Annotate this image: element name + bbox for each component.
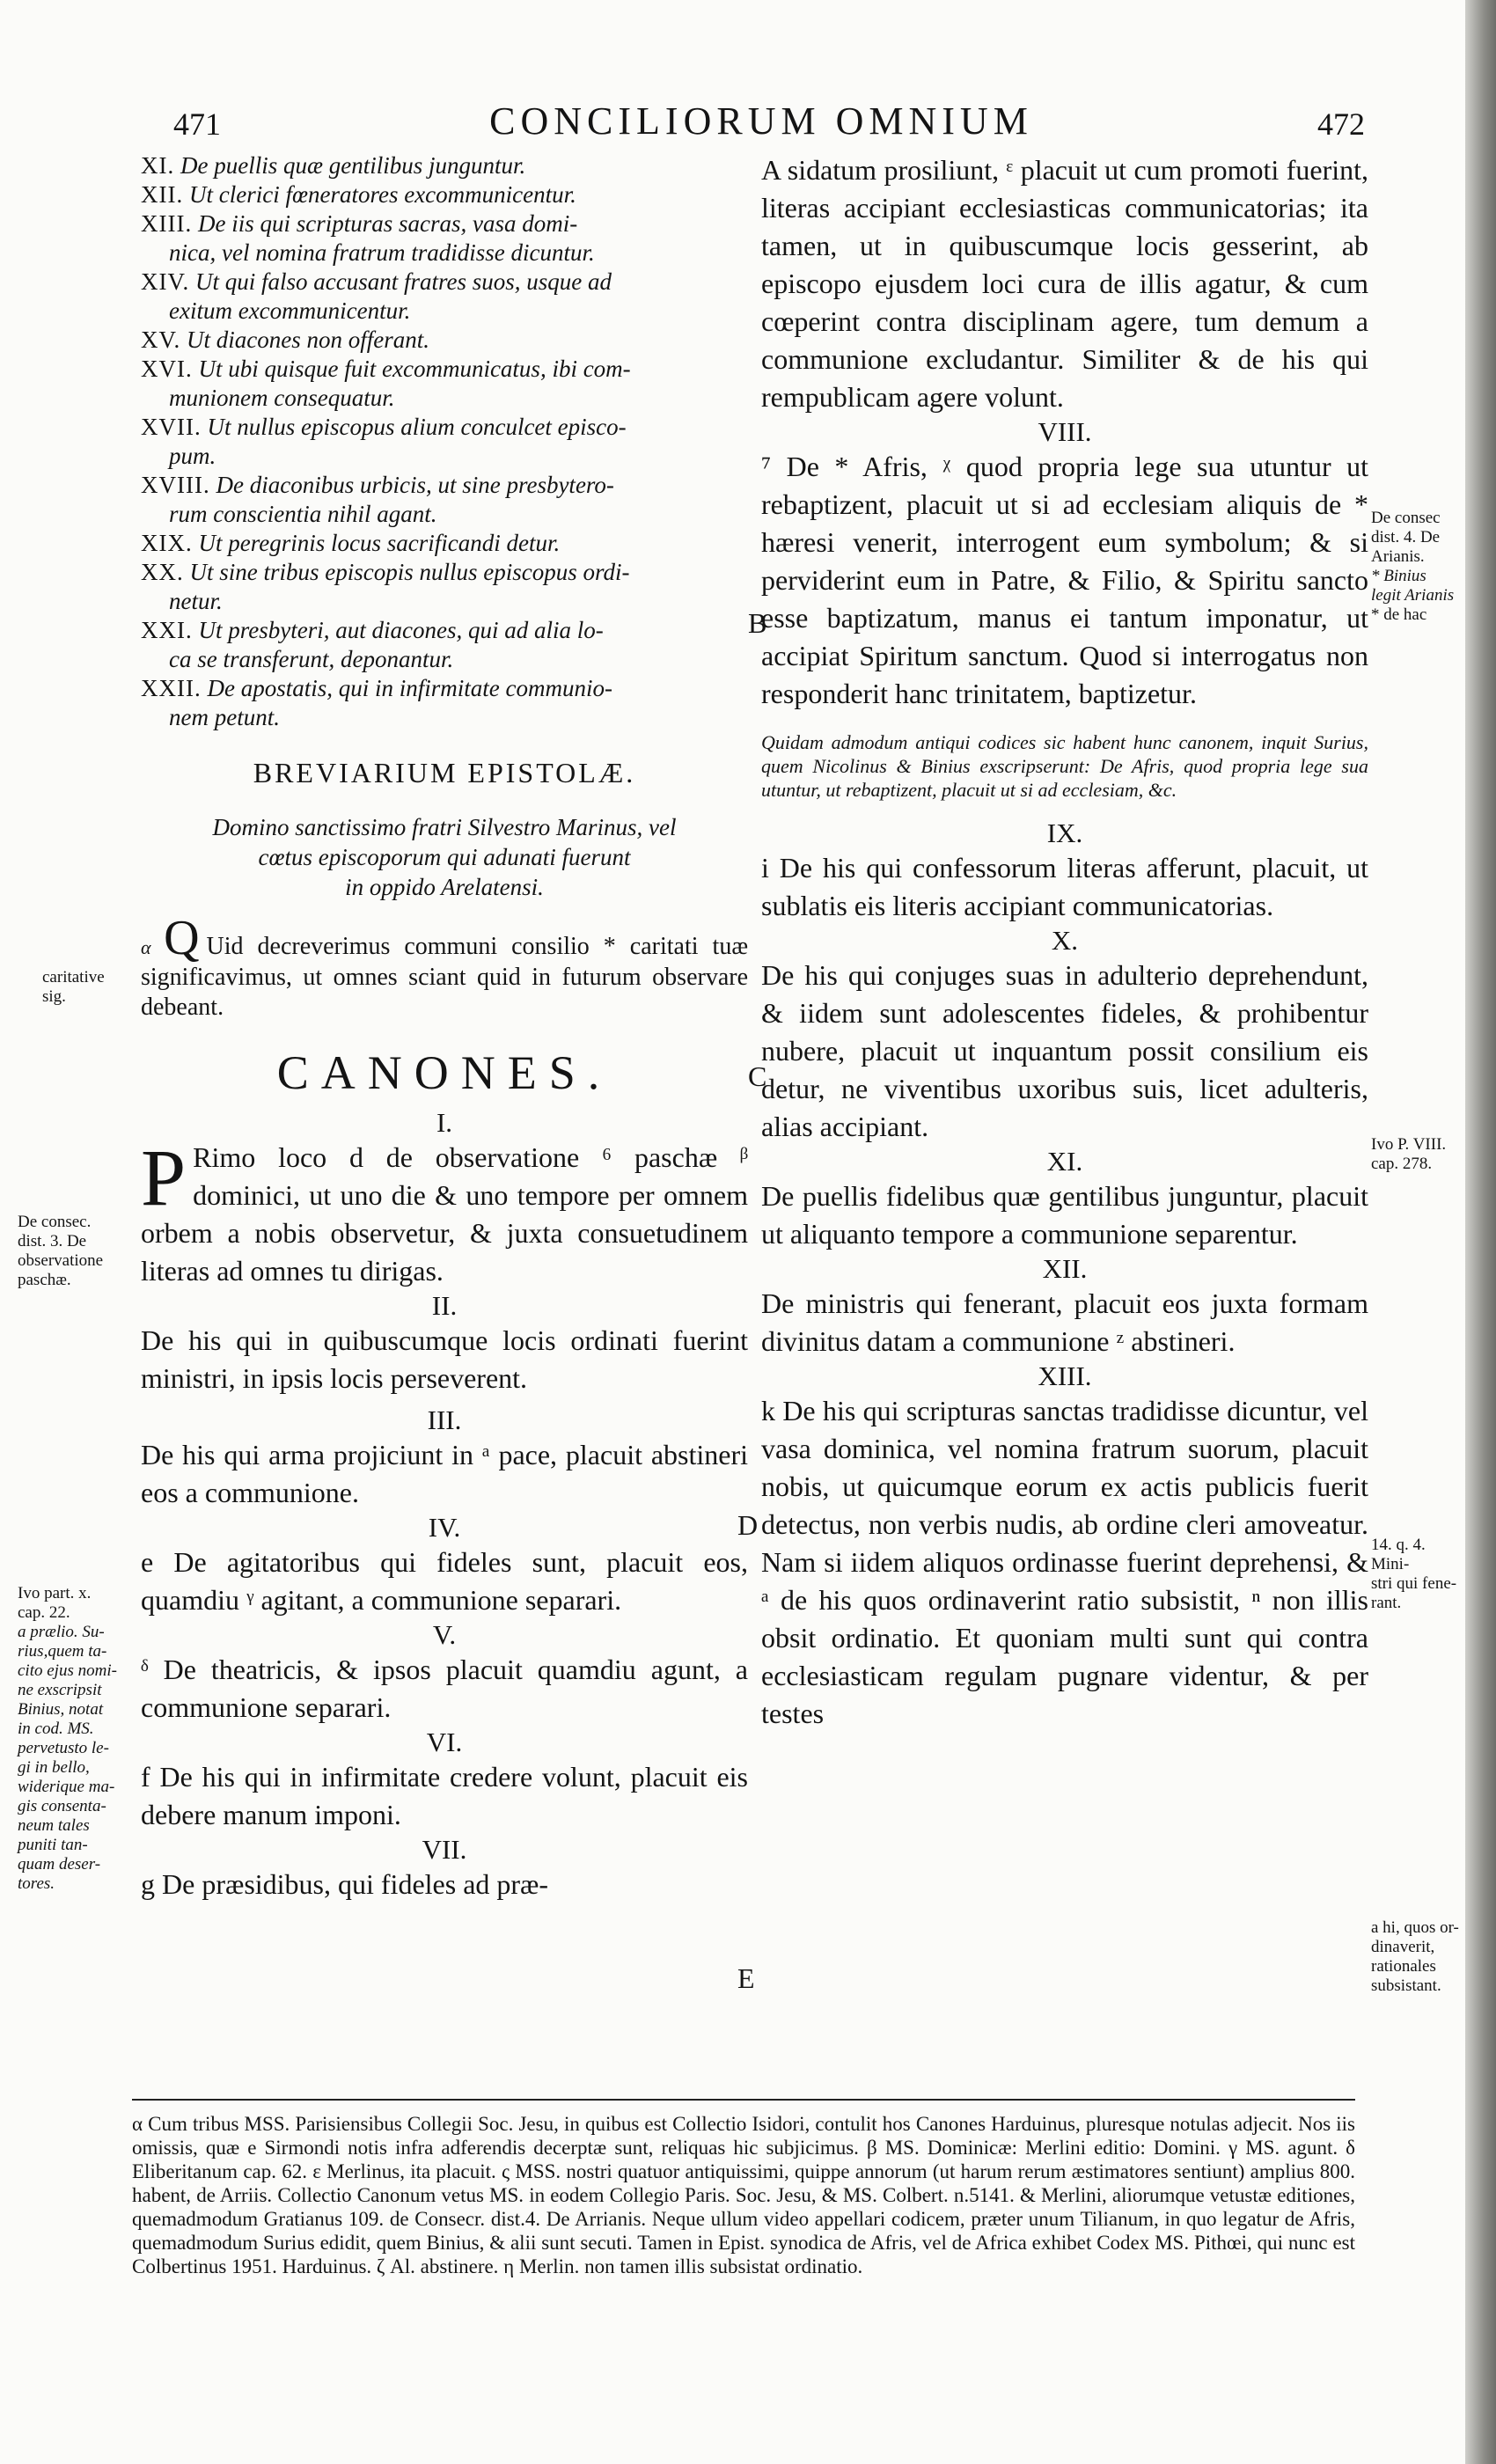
footnotes: α Cum tribus MSS. Parisiensibus Collegii Soc. Jesu, in quibus est Collectio Isidori, contulit hos Canones Harduinus, pluresque notulas adjecit. Nos iis omissis, quæ e Sirmondi notis infra adferendis decerptæ sunt, reliquas hic subjicimus. β MS. Dominicæ: Merlini editio: Domini. γ MS. agunt. δ Eliberitanum cap. 62. ε Merlinus, ita placuit. ς MSS. nostri quatuor antiquissimi, quippe annorum (ut harum rerum æstimatores sentiunt) amplius 800. habent, de Arriis. Collectio Canonum vetus MS. in eodem Collegio Paris. Soc. Jesu, & MS. Colbert. n.5141. & Merlini, aliorumque vetustæ editiones, quemadmodum Gratianus 109. de Consecr. dist.4. De Arrianis. Neque ullum video appellari codicem, præter unum Tilianum, in quo legatur de Afris, quemadmodum Surius edidit, quem Binius, & alii sunt secuti. Tamen in Epist. synodica de Afris, vel de Africa exhibet Codex MS. Pithœi, qui nunc est Colbertinus 1951. Harduinus. ζ Al. abstinere. η Merlin. non tamen illis subsistat ordinatio.	[132, 2113, 1355, 2277]
footnote-rule	[132, 2099, 1355, 2101]
canon: XI. De puellis fidelibus quæ gentilibus junguntur, placuit ut aliquanto tempore a communione separentur.	[761, 1146, 1368, 1250]
margin-note: Ivo part. x. cap. 22. a prælio. Su- rius,quem ta- cito ejus nomi- ne exscripsit Binius, notat in cod. MS. pervetusto le- gi in bello, widerique ma- gis consenta- neum tales puniti tan- quam deser- tores.	[18, 1584, 117, 1893]
toc-item: XVII. Ut nullus episcopus alium conculcet episco-	[141, 414, 627, 440]
canon: II. De his qui in quibuscumque locis ordinati fuerint ministri, in ipsis locis perseverent.	[141, 1290, 748, 1394]
canon: I. P Rimo loco d de observatione ⁶ paschæ ᵝ dominici, ut uno die & uno tempore per omnem orbem a nobis observetur, & juxta consuetudinem literas ad omnes tu dirigas.	[141, 1107, 748, 1287]
canon-note: Quidam admodum antiqui codices sic habent hunc canonem, inquit Surius, quem Nicolinus & Binius exscripserunt: De Afris, quod propria lege sua utuntur, ut rebaptizent, placuit ut si ad ecclesiam, &c.	[761, 731, 1368, 801]
toc-item-cont: exitum excommunicentur.	[169, 297, 411, 324]
toc-item: XX. Ut sine tribus episcopis nullus episcopus ordi-	[141, 559, 630, 585]
toc-item: XIII. De iis qui scripturas sacras, vasa domi-	[141, 210, 578, 237]
canon: VI. f De his qui in infirmitate credere volunt, placuit eis debere manum imponi.	[141, 1727, 748, 1830]
toc-item-cont: nem petunt.	[169, 704, 280, 730]
margin-note: De consec. dist. 3. De observatione paschæ.	[18, 1213, 104, 1289]
toc-item: XVI. Ut ubi quisque fuit excommunicatus, ibi com-	[141, 356, 631, 382]
section-letter: D	[737, 1509, 759, 1541]
left-column	[141, 151, 748, 1903]
right-column	[761, 151, 1368, 1733]
canon: IV. e De agitatoribus qui fideles sunt, placuit eos, quamdiu ᵞ agitant, a communione separari.	[141, 1512, 748, 1616]
toc-item: XXI. Ut presbyteri, aut diacones, qui ad alia lo-	[141, 617, 604, 643]
margin-note: Ivo P. VIII. cap. 278.	[1371, 1135, 1447, 1173]
margin-note: caritative sig.	[42, 968, 105, 1006]
section-letter: E	[737, 1962, 755, 1994]
canon: V. ᵟ De theatricis, & ipsos placuit quamdiu agunt, a communione separari.	[141, 1619, 748, 1723]
toc-item-cont: nica, vel nomina fratrum tradidisse dicuntur.	[169, 239, 595, 266]
canon: IX. i De his qui confessorum literas afferunt, placuit, ut sublatis eis literis accipiant communicatorias.	[761, 818, 1368, 921]
section-letter: C	[748, 1060, 767, 1092]
canon: VII. g De præsidibus, qui fideles ad præ-	[141, 1834, 549, 1900]
canon: XIII. k De his qui scripturas sanctas tradidisse dicuntur, vel vasa dominica, vel nomina fratrum suorum, placuit nobis, ut quicumque eorum ex actis publicis fuerit detectus, non verbis nudis, ab ordine cleri amoveatur. Nam si iidem aliquos ordinasse fuerint deprehensi, & ᵃ de his quos ordinaverint ratio subsistit, ⁿ non illis obsit ordinatio. Et quoniam multi sunt qui contra ecclesiasticam regulam pugnare videntur, & per testes	[761, 1360, 1368, 1729]
drop-cap: Q	[164, 911, 200, 965]
toc-item: XXII. De apostatis, qui in infirmitate communio-	[141, 675, 612, 701]
right-page-number: 472	[1317, 106, 1365, 142]
canon-continuation: A sidatum prosiliunt, ᵋ placuit ut cum promoti fuerint, literas accipiant ecclesiasticas communicatorias; ita tamen, ut in quibuscumque locis gesserint, ab episcopo ejusdem loci cura de illis agatur, & cum cœperint contra disciplinam agere, tum demum a communione excludantur. Similiter & de his qui rempublicam agere volunt.	[761, 154, 1368, 413]
chapter-list	[141, 151, 748, 732]
page-gutter-shadow	[1465, 0, 1496, 2464]
canon: VIII. ⁷ De * Afris, ᵡ quod propria lege sua utuntur ut rebaptizent, placuit ut si ad ecclesiam aliquis de * hæresi venerit, interrogent eum symbolum; & si perviderint eum in Patre, & Filio, & Spiritu sancto esse baptizatum, manus ei tantum imponatur, ut accipiat Spiritum sanctum. Quod si interrogatus non responderit hanc trinitatem, baptizetur.	[761, 416, 1368, 709]
drop-cap: P	[141, 1133, 187, 1222]
canon: III. De his qui arma projiciunt in ᵃ pace, placuit abstineri eos a communione.	[141, 1404, 748, 1508]
toc-item: XVIII. De diaconibus urbicis, ut sine presbytero-	[141, 472, 614, 498]
toc-item: XII. Ut clerici fœneratores excommunicentur.	[141, 181, 576, 208]
left-page-number: 471	[173, 106, 221, 142]
breviarium-heading: BREVIARIUM EPISTOLÆ.	[253, 757, 636, 788]
toc-item: XIX. Ut peregrinis locus sacrificandi detur.	[141, 530, 561, 556]
canon: XII. De ministris qui fenerant, placuit eos juxta formam divinitus datam a communione ᶻ abstineri.	[761, 1253, 1368, 1357]
toc-item-cont: rum conscientia nihil agant.	[169, 501, 437, 527]
toc-item: XI. De puellis quæ gentilibus junguntur.	[141, 152, 526, 179]
toc-item: XIV. Ut qui falso accusant fratres suos, usque ad	[141, 268, 612, 295]
toc-item-cont: ca se transferunt, deponantur.	[169, 646, 454, 672]
section-letter: B	[748, 607, 767, 639]
toc-item-cont: munionem consequatur.	[169, 385, 395, 411]
margin-note: De consec dist. 4. De Arianis. * Binius legit Arianis * de hac	[1371, 509, 1455, 624]
toc-item-cont: pum.	[169, 443, 216, 469]
toc-item: XV. Ut diacones non offerant.	[141, 326, 430, 353]
margin-note: a hi, quos or- dinaverit, rationales subsistant.	[1371, 1918, 1459, 1995]
canon: X. De his qui conjuges suas in adulterio deprehendunt, & iidem sunt adolescentes fideles, & prohibentur nubere, placuit ut inquantum possit consilium eis detur, ne viventibus uxoribus suis, licet adulteris, alias accipiant.	[761, 925, 1368, 1142]
salutation: Domino sanctissimo fratri Silvestro Marinus, vel cœtus episcoporum qui adunati fuerunt in oppido Arelatensi.	[212, 814, 677, 900]
running-header	[0, 99, 1465, 151]
toc-item-cont: netur.	[169, 588, 223, 614]
canones-heading: CANONES.	[276, 1046, 612, 1099]
running-title: CONCILIORUM OMNIUM	[489, 99, 1033, 143]
epistle-paragraph: α Q Uid decreverimus communi consilio * caritati tuæ significavimus, ut omnes sciant quid in futurum observare debeant.	[141, 911, 748, 1021]
margin-note: 14. q. 4. Mini- stri qui fene- rant.	[1371, 1536, 1457, 1612]
